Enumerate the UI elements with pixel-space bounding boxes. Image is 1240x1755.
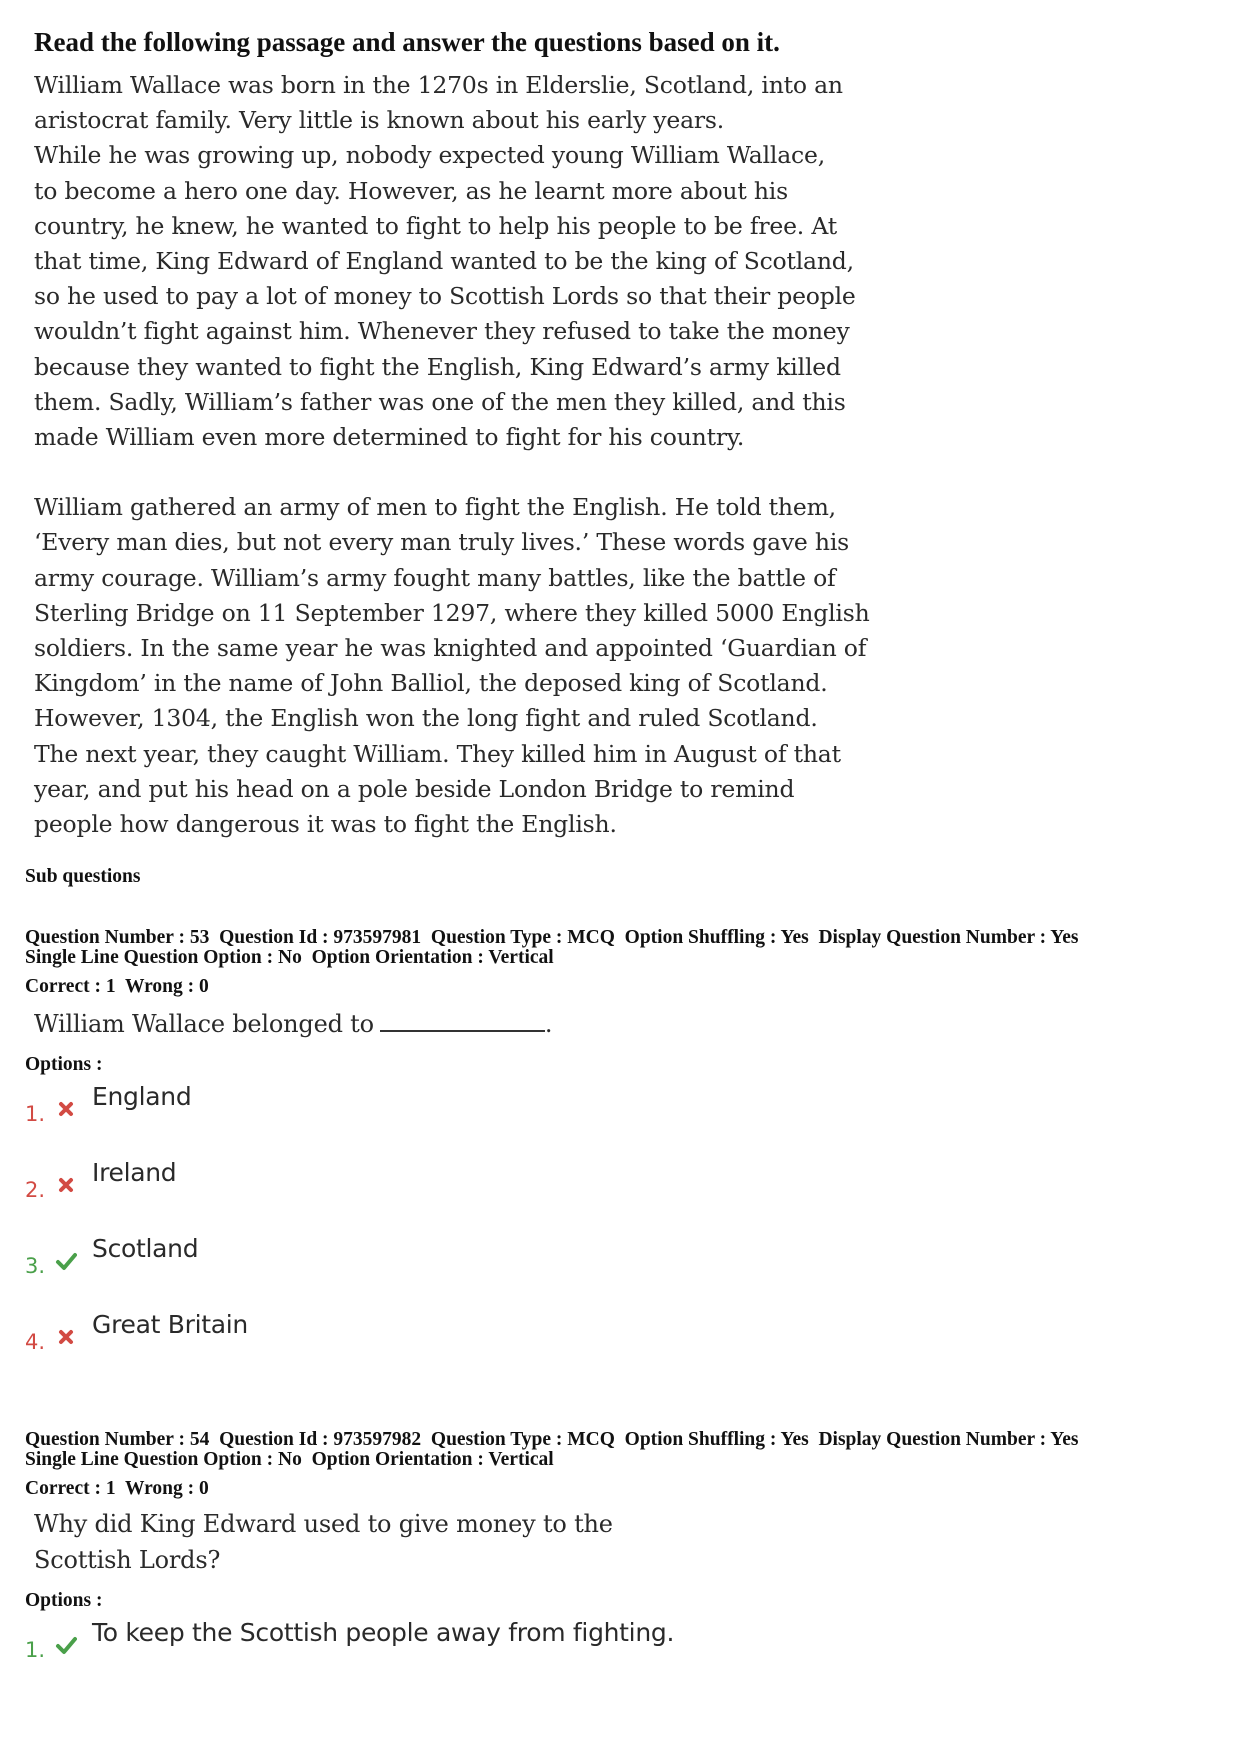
option-item bbox=[25, 1082, 1215, 1158]
option-item bbox=[25, 1158, 1215, 1234]
passage-line: ‘Every man dies, but not every man truly lives.’ These words gave his bbox=[34, 528, 850, 557]
option-number: 4. bbox=[25, 1330, 46, 1354]
passage-paragraph-2 bbox=[34, 490, 894, 842]
option-number: 3. bbox=[25, 1254, 46, 1278]
passage-line: country, he knew, he wanted to fight to help his people to be free. At bbox=[34, 211, 837, 240]
check-icon bbox=[55, 1634, 77, 1656]
sub-questions-label: Sub questions bbox=[25, 866, 141, 887]
question-text bbox=[34, 1004, 1215, 1042]
passage-line: William gathered an army of men to fight the English. He told them, bbox=[34, 493, 836, 522]
cross-icon bbox=[55, 1326, 77, 1348]
option-text: To keep the Scottish people away from fighting. bbox=[92, 1618, 675, 1647]
answer-blank bbox=[380, 1004, 545, 1032]
passage-line: because they wanted to fight the English, King Edward’s army killed bbox=[34, 352, 841, 381]
question-text-line: Why did King Edward used to give money to the bbox=[34, 1510, 613, 1538]
passage-line: However, 1304, the English won the long fight and ruled Scotland. bbox=[34, 704, 818, 733]
option-text: Great Britain bbox=[92, 1310, 248, 1339]
passage-line: to become a hero one day. However, as he learnt more about his bbox=[34, 176, 788, 205]
passage-line: year, and put his head on a pole beside London Bridge to remind bbox=[34, 774, 795, 803]
passage-line: made William even more determined to fight for his country. bbox=[34, 423, 745, 452]
passage-line: aristocrat family. Very little is known about his early years. bbox=[34, 106, 725, 135]
passage-line: people how dangerous it was to fight the English. bbox=[34, 810, 617, 839]
passage-paragraph-1 bbox=[34, 68, 894, 455]
passage-line: them. Sadly, William’s father was one of the men they killed, and this bbox=[34, 387, 846, 416]
question-53 bbox=[25, 928, 1215, 1386]
option-number: 1. bbox=[25, 1102, 46, 1126]
options-list bbox=[25, 1082, 1215, 1386]
passage-line: that time, King Edward of England wanted to be the king of Scotland, bbox=[34, 247, 854, 276]
passage-line: so he used to pay a lot of money to Scottish Lords so that their people bbox=[34, 282, 856, 311]
blank-suffix: . bbox=[544, 1010, 553, 1038]
option-number: 1. bbox=[25, 1638, 46, 1662]
passage-line: Sterling Bridge on 11 September 1297, where they killed 5000 English bbox=[34, 598, 870, 627]
question-meta: Question Number : 53 Question Id : 973597981 Question Type : MCQ Option Shuffling : Yes Display Question Number : Yes bbox=[25, 927, 1079, 948]
question-54 bbox=[25, 1430, 1215, 1694]
passage-line: wouldn’t fight against him. Whenever they refused to take the money bbox=[34, 317, 850, 346]
question-score: Correct : 1 Wrong : 0 bbox=[25, 1478, 209, 1499]
option-text: Ireland bbox=[92, 1158, 177, 1187]
option-item bbox=[25, 1618, 1215, 1694]
passage bbox=[34, 24, 894, 842]
question-score: Correct : 1 Wrong : 0 bbox=[25, 976, 209, 997]
options-list bbox=[25, 1618, 1215, 1694]
passage-line: Kingdom’ in the name of John Balliol, the deposed king of Scotland. bbox=[34, 669, 828, 698]
passage-line: soldiers. In the same year he was knighted and appointed ‘Guardian of bbox=[34, 634, 867, 663]
question-text-line: Scottish Lords? bbox=[34, 1546, 221, 1574]
option-item bbox=[25, 1310, 1215, 1386]
cross-icon bbox=[55, 1174, 77, 1196]
passage-line: William Wallace was born in the 1270s in Elderslie, Scotland, into an bbox=[34, 71, 843, 99]
options-label: Options : bbox=[25, 1054, 103, 1075]
cross-icon bbox=[55, 1098, 77, 1120]
options-label: Options : bbox=[25, 1590, 103, 1611]
option-text: Scotland bbox=[92, 1234, 199, 1263]
question-meta: Single Line Question Option : No Option Orientation : Vertical bbox=[25, 947, 554, 968]
passage-heading: Read the following passage and answer the questions based on it. bbox=[34, 27, 780, 57]
option-number: 2. bbox=[25, 1178, 46, 1202]
passage-line: army courage. William’s army fought many battles, like the battle of bbox=[34, 563, 836, 592]
question-meta: Question Number : 54 Question Id : 973597982 Question Type : MCQ Option Shuffling : Yes Display Question Number : Yes bbox=[25, 1429, 1079, 1450]
passage-line: While he was growing up, nobody expected young William Wallace, bbox=[34, 141, 825, 170]
passage-line: The next year, they caught William. They killed him in August of that bbox=[34, 739, 841, 768]
option-item bbox=[25, 1234, 1215, 1310]
check-icon bbox=[55, 1250, 77, 1272]
question-text-line: William Wallace belonged to bbox=[34, 1010, 374, 1038]
question-text bbox=[34, 1506, 1215, 1578]
option-text: England bbox=[92, 1082, 192, 1111]
question-meta: Single Line Question Option : No Option Orientation : Vertical bbox=[25, 1449, 554, 1470]
